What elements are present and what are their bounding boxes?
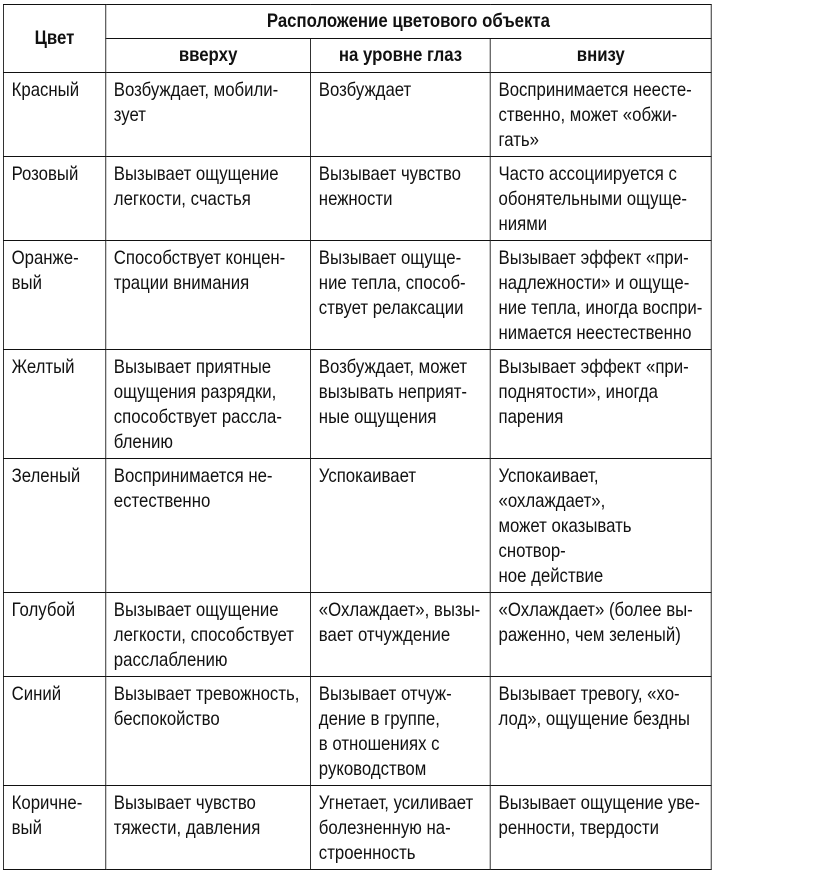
color-name-cell: Зеленый <box>3 459 105 593</box>
bottom-effect-cell: «Охлаждает» (более вы- раженно, чем зеленый) <box>490 593 711 677</box>
bottom-effect-cell: Вызывает эффект «при- поднятости», иногда парения <box>490 350 711 459</box>
color-name-cell: Синий <box>3 677 105 786</box>
table-row <box>3 350 711 459</box>
header-eye-level: на уровне глаз <box>311 39 491 73</box>
eye-level-effect-cell: «Охлаждает», вызы- вает отчуждение <box>311 593 491 677</box>
header-row-2 <box>3 39 711 73</box>
top-effect-cell: Способствует концен- трации внимания <box>106 241 311 350</box>
color-name-cell: Коричне- вый <box>3 786 105 870</box>
top-effect-cell: Вызывает чувство тяжести, давления <box>106 786 311 870</box>
color-name-cell: Оранже- вый <box>3 241 105 350</box>
eye-level-effect-cell: Вызывает отчуж- дение в группе, в отношениях с руководством <box>311 677 491 786</box>
eye-level-effect-cell: Успокаивает <box>311 459 491 593</box>
header-top: вверху <box>106 39 311 73</box>
header-location: Расположение цветового объекта <box>106 5 712 39</box>
table-row <box>3 677 711 786</box>
bottom-effect-cell: Вызывает тревогу, «хо- лод», ощущение бездны <box>490 677 711 786</box>
bottom-effect-cell: Вызывает ощущение уве- ренности, твердости <box>490 786 711 870</box>
table-row <box>3 786 711 870</box>
top-effect-cell: Вызывает ощущение легкости, счастья <box>106 157 311 241</box>
table-row <box>3 241 711 350</box>
eye-level-effect-cell: Угнетает, усиливает болезненную на- строенность <box>311 786 491 870</box>
color-name-cell: Розовый <box>3 157 105 241</box>
bottom-effect-cell: Успокаивает, «охлаждает», может оказывать снотвор- ное действие <box>490 459 711 593</box>
eye-level-effect-cell: Возбуждает <box>311 73 491 157</box>
table-row <box>3 459 711 593</box>
top-effect-cell: Вызывает тревожность, беспокойство <box>106 677 311 786</box>
table-row <box>3 593 711 677</box>
eye-level-effect-cell: Вызывает ощуще- ние тепла, способ- ствует релаксации <box>311 241 491 350</box>
bottom-effect-cell: Воспринимается неесте- ственно, может «обжи- гать» <box>490 73 711 157</box>
header-bottom: внизу <box>490 39 711 73</box>
top-effect-cell: Возбуждает, мобили- зует <box>106 73 311 157</box>
header-color: Цвет <box>3 5 105 73</box>
bottom-effect-cell: Вызывает эффект «при- надлежности» и ощуще- ние тепла, иногда воспри- нимается неестественно <box>490 241 711 350</box>
eye-level-effect-cell: Вызывает чувство нежности <box>311 157 491 241</box>
table-row <box>3 157 711 241</box>
color-name-cell: Красный <box>3 73 105 157</box>
top-effect-cell: Вызывает приятные ощущения разрядки, способствует рассла- блению <box>106 350 311 459</box>
bottom-effect-cell: Часто ассоциируется с обонятельными ощуще- ниями <box>490 157 711 241</box>
eye-level-effect-cell: Возбуждает, может вызывать неприят- ные ощущения <box>311 350 491 459</box>
top-effect-cell: Вызывает ощущение легкости, способствует расслаблению <box>106 593 311 677</box>
color-name-cell: Желтый <box>3 350 105 459</box>
top-effect-cell: Воспринимается не- естественно <box>106 459 311 593</box>
color-effects-table <box>3 4 712 870</box>
table-row <box>3 73 711 157</box>
color-name-cell: Голубой <box>3 593 105 677</box>
header-row-1 <box>3 5 711 39</box>
